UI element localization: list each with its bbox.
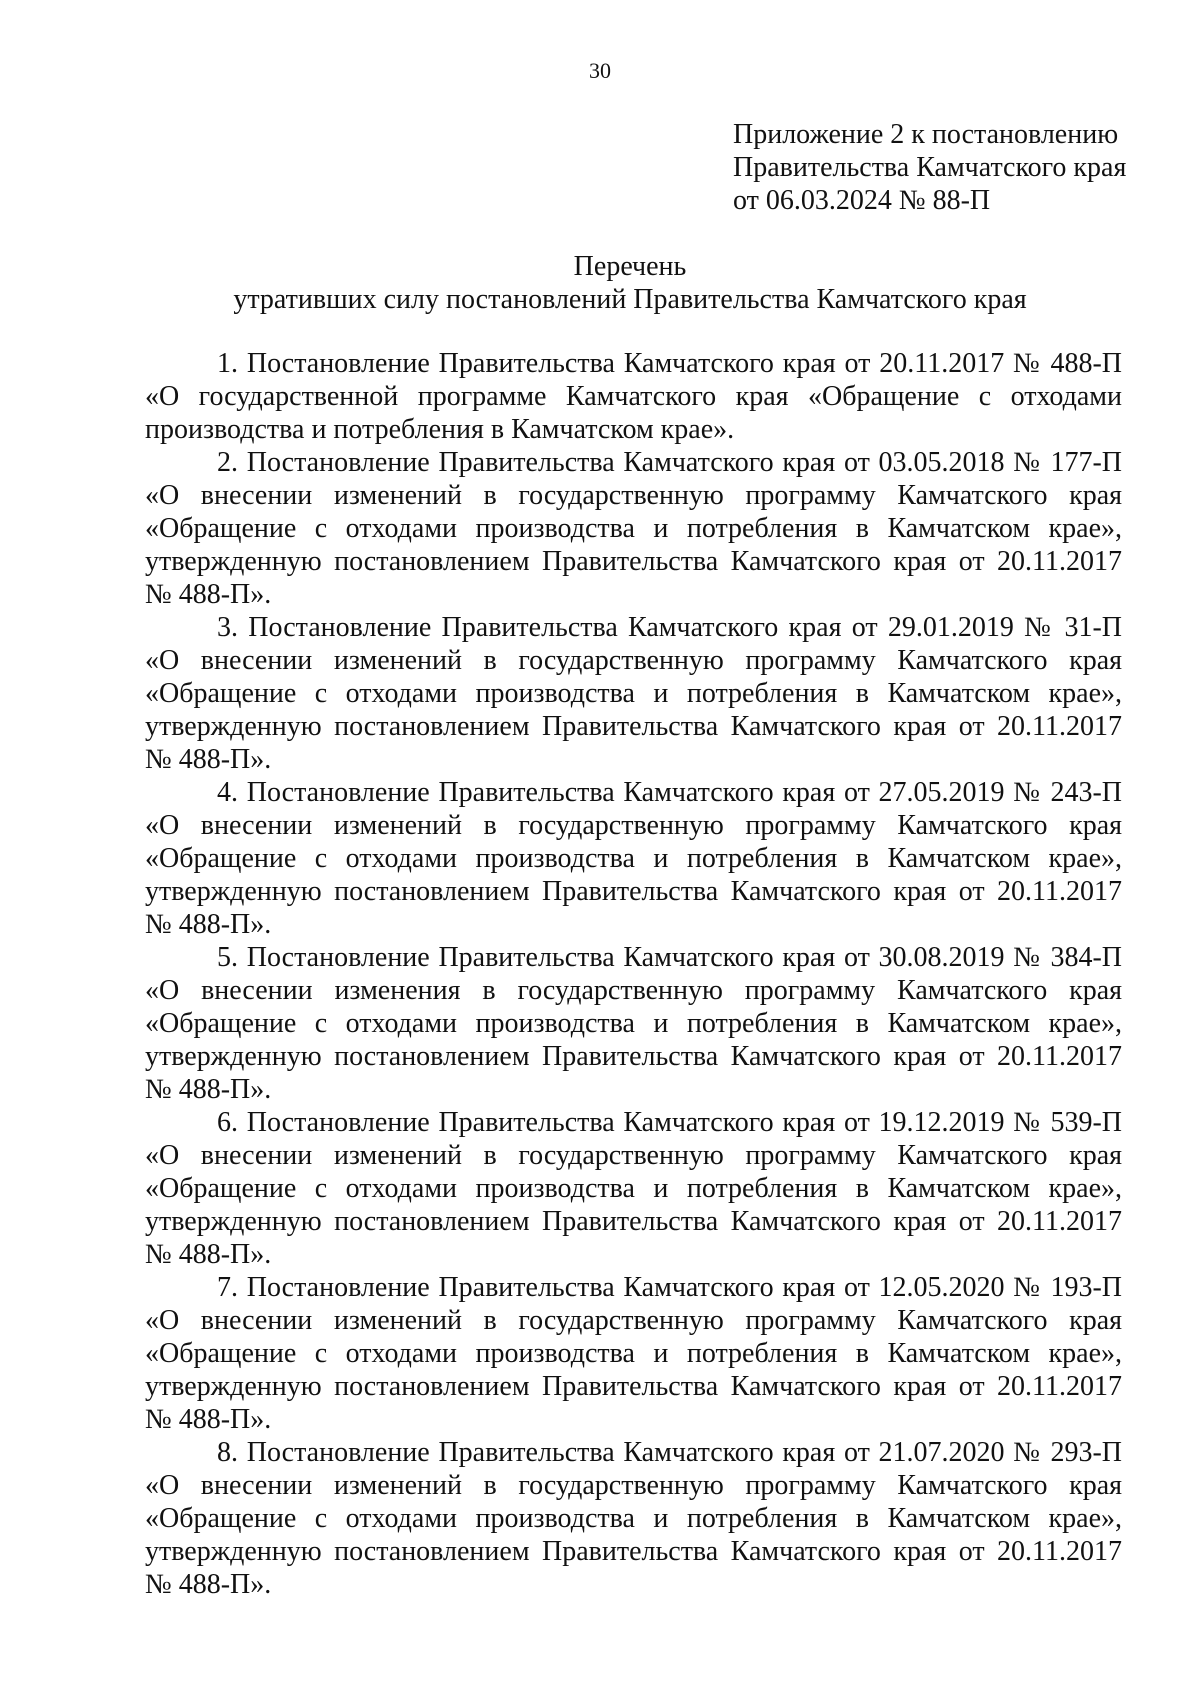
list-item: 2. Постановление Правительства Камчатского края от 03.05.2018 № 177-П «О внесении изменений в государственную программу Камчатского края «Обращение с отходами производства и потребления в Камчатском крае», утвержденную постановлением Правительства Камчатского края от 20.11.2017 № 488-П». <box>145 447 1122 610</box>
title-line-1: Перечень <box>573 251 687 282</box>
document-title <box>0 250 1200 316</box>
repealed-resolutions-list <box>145 347 1122 1601</box>
list-item: 3. Постановление Правительства Камчатского края от 29.01.2019 № 31-П «О внесении изменений в государственную программу Камчатского края «Обращение с отходами производства и потребления в Камчатском крае», утвержденную постановлением Правительства Камчатского края от 20.11.2017 № 488-П». <box>145 612 1122 775</box>
appendix-line-1: Приложение 2 к постановлению <box>733 119 1119 150</box>
list-item: 5. Постановление Правительства Камчатского края от 30.08.2019 № 384-П «О внесении изменения в государственную программу Камчатского края «Обращение с отходами производства и потребления в Камчатском крае», утвержденную постановлением Правительства Камчатского края от 20.11.2017 № 488-П». <box>145 942 1122 1105</box>
list-item: 8. Постановление Правительства Камчатского края от 21.07.2020 № 293-П «О внесении изменений в государственную программу Камчатского края «Обращение с отходами производства и потребления в Камчатском крае», утвержденную постановлением Правительства Камчатского края от 20.11.2017 № 488-П». <box>145 1437 1122 1600</box>
list-item: 4. Постановление Правительства Камчатского края от 27.05.2019 № 243-П «О внесении изменений в государственную программу Камчатского края «Обращение с отходами производства и потребления в Камчатском крае», утвержденную постановлением Правительства Камчатского края от 20.11.2017 № 488-П». <box>145 777 1122 940</box>
appendix-header <box>733 118 1126 217</box>
list-item: 6. Постановление Правительства Камчатского края от 19.12.2019 № 539-П «О внесении изменений в государственную программу Камчатского края «Обращение с отходами производства и потребления в Камчатском крае», утвержденную постановлением Правительства Камчатского края от 20.11.2017 № 488-П». <box>145 1107 1122 1270</box>
page-number: 30 <box>589 58 611 83</box>
appendix-line-2: Правительства Камчатского края <box>733 152 1127 183</box>
list-item: 7. Постановление Правительства Камчатского края от 12.05.2020 № 193-П «О внесении изменений в государственную программу Камчатского края «Обращение с отходами производства и потребления в Камчатском крае», утвержденную постановлением Правительства Камчатского края от 20.11.2017 № 488-П». <box>145 1272 1122 1435</box>
appendix-line-3: от 06.03.2024 № 88-П <box>733 185 991 216</box>
title-line-2: утративших силу постановлений Правительства Камчатского края <box>233 284 1027 315</box>
list-item: 1. Постановление Правительства Камчатского края от 20.11.2017 № 488-П «О государственной программе Камчатского края «Обращение с отходами производства и потребления в Камчатском крае». <box>145 348 1122 445</box>
